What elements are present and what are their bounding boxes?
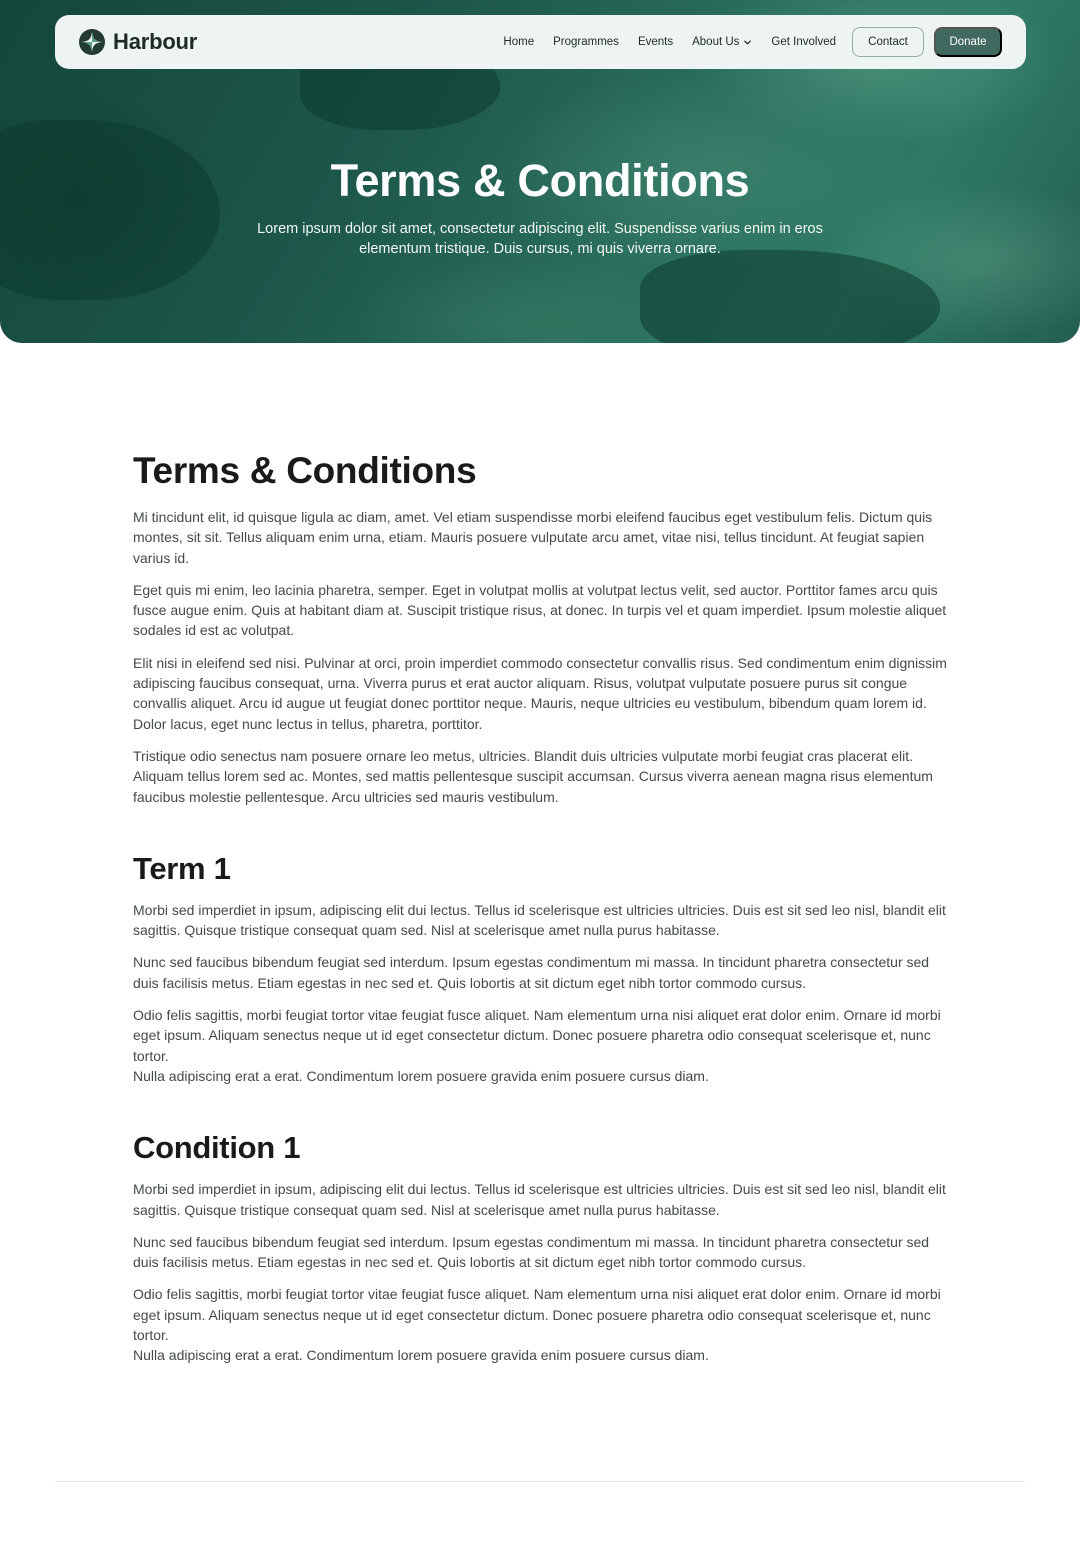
term-1-heading: Term 1 — [133, 850, 231, 886]
brand-name: Harbour — [113, 29, 198, 54]
nav-link-home[interactable]: Home — [503, 36, 535, 48]
condition-1-paragraph: Odio felis sagittis, morbi feugiat tortor vitae feugiat fusce aliquet. Nam elementum urna nisi aliquet erat dolor enim. Ornare id morbi eget ipsum. Aliquam senectus neque ut id eget consectetur dictum. Donec posuere pharetra odio consequat scelerisque et, nunc tortor. — [133, 1286, 941, 1344]
intro-paragraph: Eget quis mi enim, leo lacinia pharetra, semper. Eget in volutpat mollis at volutpat lectus velit, sed auctor. Porttitor fames arcu quis fusce augue enim. Quis at habitant diam at. Suscipit tristique risus, at donec. In turpis vel et quam imperdiet. Ipsum molestie aliquet sodales id est ac volutpat. — [133, 581, 947, 639]
hero-texture — [0, 120, 220, 300]
nav-link-about-us-label: About Us — [692, 36, 740, 48]
intro-paragraph: Elit nisi in eleifend sed nisi. Pulvinar at orci, proin imperdiet commodo consectetur convallis risus. Sed condimentum enim dignissim adipiscing faucibus consequat, urna. Viverra purus et erat auctor aliquam. Risus, volutpat vulputate posuere purus sit congue convallis aliquet. Arcu id augue ut feugiat donec porttitor neque. Mauris, neque ultricies eu vestibulum, bibendum quam lorem id. Dolor lacus, eget nunc lectus in tellus, pharetra, porttitor. — [133, 654, 947, 732]
nav-link-events[interactable]: Events — [637, 36, 674, 48]
nav-link-about-us[interactable] — [692, 36, 752, 48]
hero-texture — [640, 250, 940, 343]
hero-banner — [0, 0, 1080, 343]
chevron-down-icon — [743, 38, 752, 47]
intro-paragraph: Mi tincidunt elit, id quisque ligula ac diam, amet. Vel etiam suspendisse morbi eleifend faucibus eget vestibulum felis. Dictum quis montes, sit sit. Tellus aliquam enim urna, etiam. Mauris posuere vulputate arcu amet, vitae nisi, tellus tincidunt. At feugiat sapien varius id. — [133, 509, 933, 566]
nav-links — [503, 27, 1002, 57]
harbour-logo-icon — [79, 29, 105, 55]
page-heading: Terms & Conditions — [133, 450, 477, 491]
contact-button[interactable]: Contact — [852, 27, 924, 57]
condition-1-paragraph: Nunc sed faucibus bibendum feugiat sed interdum. Ipsum egestas condimentum mi massa. In tincidunt pharetra consectetur sed duis facilisis metus. Etiam egestas in nec sed et. Quis lobortis at sit dictum eget nibh tortor commodo cursus. — [133, 1233, 930, 1271]
terms-content — [133, 448, 948, 1366]
navbar — [55, 15, 1026, 69]
nav-link-programmes[interactable]: Programmes — [553, 36, 619, 48]
term-1-paragraph: Morbi sed imperdiet in ipsum, adipiscing elit dui lectus. Tellus id scelerisque est ultricies ultricies. Duis est sit sed leo nisl, blandit elit sagittis. Quisque tristique consequat quam sed. Nisl at scelerisque amet nulla purus habitasse. — [133, 901, 946, 939]
nav-link-get-involved[interactable]: Get Involved — [771, 36, 836, 48]
hero-title: Terms & Conditions — [330, 155, 750, 206]
term-1-paragraph: Odio felis sagittis, morbi feugiat tortor vitae feugiat fusce aliquet. Nam elementum urna nisi aliquet erat dolor enim. Ornare id morbi eget ipsum. Aliquam senectus neque ut id eget consectetur dictum. Donec posuere pharetra odio consequat scelerisque et, nunc tortor. — [133, 1007, 941, 1064]
condition-1-heading: Condition 1 — [133, 1130, 301, 1166]
hero-subtitle: Lorem ipsum dolor sit amet, consectetur adipiscing elit. Suspendisse varius enim in eros elementum tristique. Duis cursus, mi quis viverra ornare. — [257, 221, 823, 257]
condition-1-paragraph: Nulla adipiscing erat a erat. Condimentum lorem posuere gravida enim posuere cursus diam. — [133, 1347, 709, 1364]
intro-paragraph: Tristique odio senectus nam posuere ornare leo metus, ultricies. Blandit duis ultricies vulputate morbi feugiat cras placerat elit. Aliquam tellus lorem sed ac. Montes, sed mattis pellentesque suscipit accumsan. Cursus viverra aenean magna risus elementum faucibus molestie pellentesque. Arcu ultricies sed mauris vestibulum. — [133, 747, 933, 805]
brand[interactable] — [79, 29, 197, 55]
condition-1-paragraph: Morbi sed imperdiet in ipsum, adipiscing elit dui lectus. Tellus id scelerisque est ultricies ultricies. Duis est sit sed leo nisl, blandit elit sagittis. Quisque tristique consequat quam sed. Nisl at scelerisque amet nulla purus habitasse. — [133, 1181, 946, 1218]
footer-divider — [55, 1481, 1025, 1482]
donate-button[interactable]: Donate — [934, 27, 1002, 57]
term-1-paragraph: Nunc sed faucibus bibendum feugiat sed interdum. Ipsum egestas condimentum mi massa. In tincidunt pharetra consectetur sed duis facilisis metus. Etiam egestas in nec sed et. Quis lobortis at sit dictum eget nibh tortor commodo cursus. — [133, 954, 930, 991]
term-1-paragraph: Nulla adipiscing erat a erat. Condimentum lorem posuere gravida enim posuere cursus diam. — [133, 1067, 709, 1084]
